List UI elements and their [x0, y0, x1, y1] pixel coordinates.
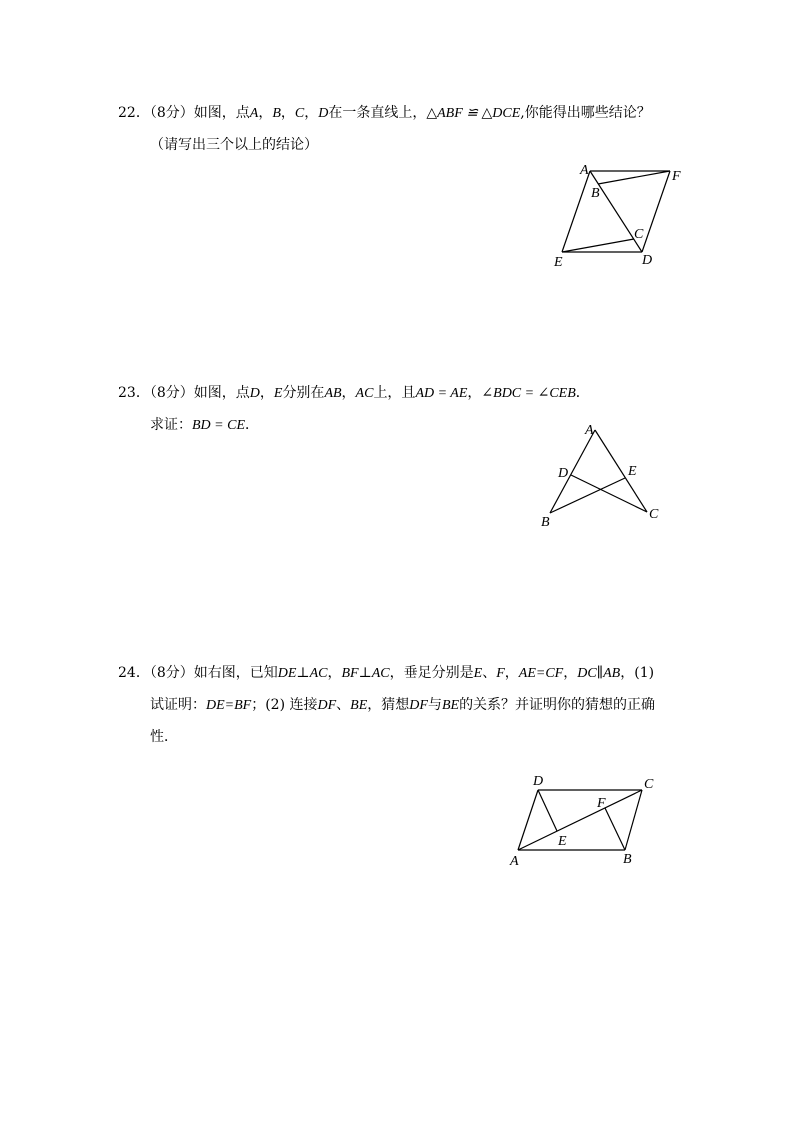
q22-text: 在一条直线上， — [328, 105, 427, 121]
q24-point-f: F — [496, 666, 505, 681]
q23-end: ． — [575, 385, 590, 401]
q24-condition-1: DE⊥AC — [277, 666, 328, 681]
q24-seg-ad — [518, 790, 538, 850]
q24-number: 24． — [118, 665, 150, 681]
q24-condition-2: BF⊥AC — [341, 666, 390, 681]
q24-figure — [505, 770, 665, 870]
q23-end: ． — [245, 417, 259, 433]
q22-point-c: C — [294, 106, 305, 121]
q22-points: （8分） — [149, 105, 194, 121]
q24-points: （8分） — [149, 665, 194, 681]
q24-seg-df: DF — [409, 698, 428, 713]
q23-label-e: E — [628, 464, 637, 479]
q24-label-c: C — [644, 777, 654, 792]
q22-label-e: E — [554, 255, 563, 270]
q24-condition-3: AE=CF — [518, 666, 564, 681]
q24-seg-be: BE — [441, 698, 460, 713]
q23-seg-ab-line — [550, 430, 595, 513]
q22-seg-bf — [598, 171, 670, 184]
q24-text: 如右图，已知 — [193, 665, 278, 681]
q22-point-b: B — [272, 106, 281, 121]
q24-seg-be: BE — [350, 698, 368, 713]
q24-sep: 、 — [482, 665, 497, 681]
q22-label-b: B — [591, 186, 600, 201]
q23-figure — [535, 420, 665, 530]
q23-label-b: B — [541, 515, 550, 530]
q22-point-d: D — [318, 106, 329, 121]
q23-line-1 — [118, 384, 590, 403]
q23-sep: ， — [467, 385, 482, 401]
q24-text: 性． — [150, 729, 178, 745]
q24-label-e: E — [558, 834, 567, 849]
q23-label-a: A — [585, 423, 594, 438]
q24-part-1-marker: ，(1) — [620, 665, 655, 681]
q23-prove-label: 求证： — [150, 417, 192, 433]
q24-text: ，垂足分别是 — [389, 665, 474, 681]
q22-label-c: C — [634, 227, 644, 242]
q22-seg-ae — [562, 171, 590, 252]
q24-sep: ， — [327, 665, 342, 681]
q24-seg-de — [538, 790, 557, 831]
q24-sep: ， — [563, 665, 578, 681]
q23-label-c: C — [649, 507, 659, 522]
q22-sep: ， — [258, 105, 273, 121]
q22-label-a: A — [580, 163, 589, 178]
q24-label-f: F — [597, 796, 606, 811]
q23-number: 23． — [118, 385, 150, 401]
q22-number: 22． — [118, 105, 150, 121]
q23-label-d: D — [558, 466, 569, 481]
q23-text: 上，且 — [373, 385, 416, 401]
q22-point-a: A — [249, 106, 259, 121]
q22-question: ,你能得出哪些结论？ — [520, 105, 651, 121]
q23-line-2 — [150, 416, 259, 435]
q24-text: 试证明： — [150, 697, 206, 713]
q24-condition-4: DC∥AB — [577, 666, 621, 681]
q23-seg-ab: AB — [324, 386, 342, 401]
q24-line-2 — [150, 696, 655, 715]
q23-text: 分别在 — [282, 385, 325, 401]
q23-condition-2: ∠BDC = ∠CEB — [481, 386, 576, 401]
q24-seg-df: DF — [317, 698, 337, 713]
q22-congruence: △ABF ≌ △DCE — [426, 106, 521, 121]
q23-text: 如图，点 — [193, 385, 250, 401]
q22-text: 如图，点 — [193, 105, 250, 121]
q22-instruction: （请写出三个以上的结论） — [150, 137, 318, 153]
q24-seg-bf — [605, 808, 625, 850]
q24-point-e: E — [473, 666, 483, 681]
q24-seg-ac — [518, 790, 642, 850]
q24-text: ；(2) 连接 — [251, 697, 318, 713]
q23-points: （8分） — [149, 385, 194, 401]
q22-label-d: D — [642, 253, 653, 268]
q23-sep: ， — [259, 385, 274, 401]
q22-sep: ， — [280, 105, 295, 121]
q22-figure — [550, 160, 690, 275]
q22-seg-fd — [642, 171, 670, 252]
q22-line-2 — [150, 136, 318, 154]
q24-label-a: A — [510, 854, 519, 869]
q24-sep: ， — [504, 665, 519, 681]
q24-text: 与 — [427, 697, 442, 713]
q24-text: ，猜想 — [367, 697, 410, 713]
q24-label-d: D — [533, 774, 544, 789]
q24-text: 的关系？并证明你的猜想的正确 — [459, 697, 656, 713]
q24-sep: 、 — [336, 697, 351, 713]
q22-sep: ， — [304, 105, 319, 121]
q23-point-d: D — [249, 386, 260, 401]
q23-prove-statement: BD = CE — [192, 418, 245, 433]
q24-part-1-statement: DE=BF — [206, 698, 252, 713]
q22-seg-ec — [562, 239, 634, 252]
q22-line-1 — [118, 104, 651, 123]
q23-sep: ， — [341, 385, 356, 401]
q22-label-f: F — [672, 169, 681, 184]
q24-seg-bc — [625, 790, 642, 850]
q24-line-1 — [118, 664, 654, 683]
q24-line-3 — [150, 728, 178, 746]
q23-condition-1: AD = AE — [415, 386, 468, 401]
q24-label-b: B — [623, 852, 632, 867]
q23-point-e: E — [273, 386, 283, 401]
q23-seg-ac: AC — [355, 386, 374, 401]
